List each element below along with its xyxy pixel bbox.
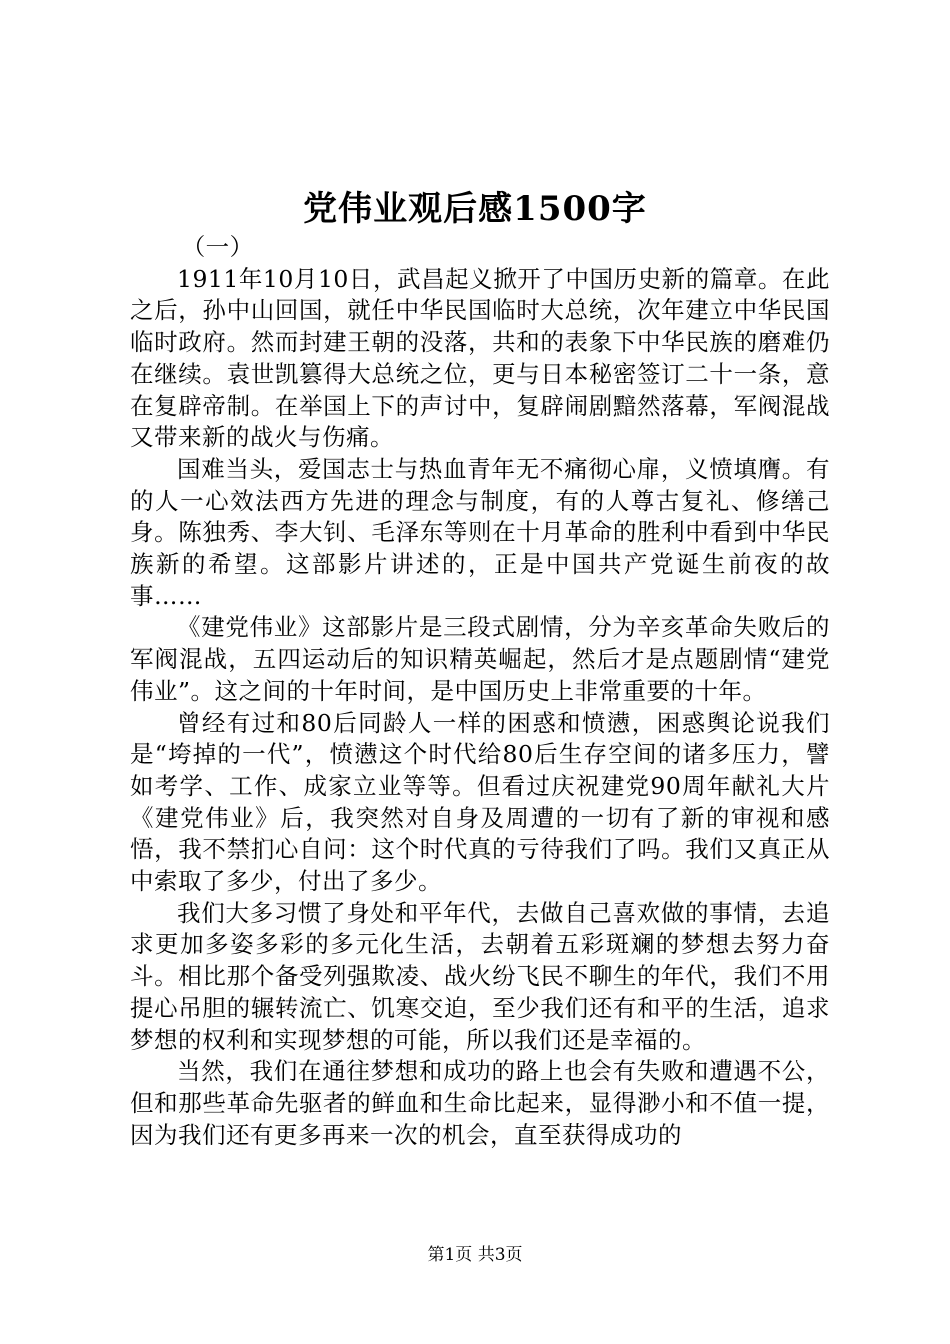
paragraph: 1911年10月10日，武昌起义掀开了中国历史新的篇章。在此之后，孙中山回国，就任中华民国临时大总统，次年建立中华民国临时政府。然而封建王朝的没落，共和的表象下中华民族的磨难仍在继续。袁世凯篡得大总统之位，更与日本秘密签订二十一条，意在复辟帝制。在举国上下的声讨中，复辟闹剧黯然落幕，军阀混战又带来新的战火与伤痛。 xyxy=(130,264,830,452)
paragraph: 《建党伟业》这部影片是三段式剧情，分为辛亥革命失败后的军阀混战，五四运动后的知识精英崛起，然后才是点题剧情“建党伟业”。这之间的十年时间，是中国历史上非常重要的十年。 xyxy=(130,613,830,705)
page-footer: 第1页 共3页 xyxy=(427,1245,523,1265)
document-body xyxy=(130,232,830,1151)
document-title: 党伟业观后感1500字 xyxy=(303,189,647,229)
section-label: （一） xyxy=(181,233,254,261)
paragraph: 当然，我们在通往梦想和成功的路上也会有失败和遭遇不公，但和那些革命先驱者的鲜血和生命比起来，显得渺小和不值一提，因为我们还有更多再来一次的机会，直至获得成功的 xyxy=(130,1057,830,1149)
paragraph: 我们大多习惯了身处和平年代，去做自己喜欢做的事情，去追求更加多姿多彩的多元化生活，去朝着五彩斑斓的梦想去努力奋斗。相比那个备受列强欺凌、战火纷飞民不聊生的年代，我们不用提心吊胆的辗转流亡、饥寒交迫，至少我们还有和平的生活，追求梦想的权利和实现梦想的可能，所以我们还是幸福的。 xyxy=(130,898,830,1054)
paragraph: 国难当头，爱国志士与热血青年无不痛彻心扉，义愤填膺。有的人一心效法西方先进的理念与制度，有的人尊古复礼、修缮己身。陈独秀、李大钊、毛泽东等则在十月革命的胜利中看到中华民族新的希望。这部影片讲述的，正是中国共产党诞生前夜的故事…… xyxy=(130,454,830,610)
paragraph: 曾经有过和80后同龄人一样的困惑和愤懑，困惑舆论说我们是“垮掉的一代”，愤懑这个时代给80后生存空间的诸多压力，譬如考学、工作、成家立业等等。但看过庆祝建党90周年献礼大片《建党伟业》后，我突然对自身及周遭的一切有了新的审视和感悟，我不禁扪心自问：这个时代真的亏待我们了吗。我们又真正从中索取了多少，付出了多少。 xyxy=(130,708,830,896)
